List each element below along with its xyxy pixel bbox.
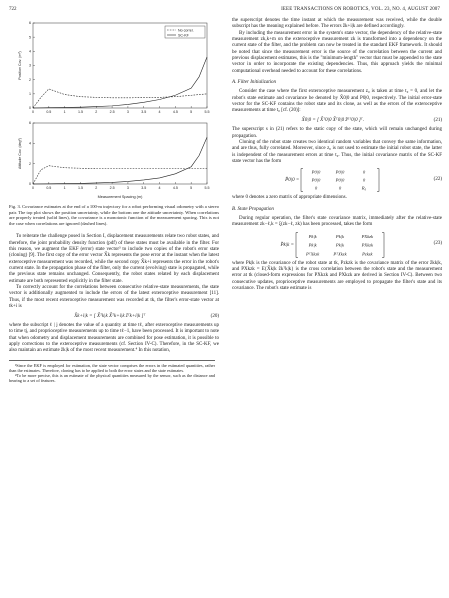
figure-caption: Fig. 3. Covariance estimates at the end of a 100-m trajectory for a robot performing visual odometry with a stereo pair. The top plot shows the position uncertainty, while the bottom one the attitude uncertainty. When correlations are properly treated (solid lines), the covariance is a monotonic function of the measurement spacing. This is not the case when correlations are ignored (dashed lines).: [9, 204, 219, 226]
footnotes: [9, 360, 215, 384]
y-tick-label: 0: [29, 106, 31, 111]
x-tick-label: 2.5: [109, 186, 115, 190]
x-tick-label: 1: [63, 110, 66, 114]
series-line: [33, 166, 207, 184]
footnote: ³Since the EKF is employed for estimation, the state vector comprises the errors in the estimated quantities, rather than the estimates. Therefore, cloning has to be applied to both the error states and the state estimates.: [9, 362, 215, 373]
equation-20: [9, 314, 219, 320]
footnote: ⁴To be more precise, this is an estimate of the physical quantities measured by the sensor, such as the distance and bearing to a set of features.: [9, 372, 215, 384]
legend-label: SC-KF: [178, 33, 189, 38]
x-tick-label: 0: [32, 110, 34, 114]
y-axis-label: Position Cov. (m²): [18, 51, 22, 80]
legend-label: No correl.: [178, 28, 194, 33]
body-paragraph: the superscript denotes the time instant at which the measurement was received, while the double subscript has the meaning explained before. The errors z̃k+i|k are defined accordingly.: [232, 18, 442, 30]
equation-number: (21): [433, 117, 442, 123]
matrix-cell: Pk|k: [336, 242, 345, 248]
body-paragraph: During regular operation, the filter's state covariance matrix, immediately after the relative-state measurement zk−ℓ,k = ξ(zk−ℓ, zk) has been processed, takes the form: [232, 215, 442, 228]
x-tick-label: 3.5: [141, 110, 147, 114]
x-axis-label: Measurement Spacing (m): [97, 195, 143, 199]
equation-23: [232, 232, 442, 258]
x-tick-label: 0: [32, 186, 34, 190]
x-tick-label: 3: [126, 186, 129, 190]
equation-22: [232, 168, 442, 192]
right-column: [232, 18, 442, 292]
matrix-cell: R₀: [362, 185, 367, 191]
matrix-cell: 0: [363, 177, 366, 183]
y-axis-label: Attitude Cov. (deg²): [18, 138, 22, 169]
matrix-bracket-right: [377, 169, 379, 192]
equation-lhs: P̆k|k =: [280, 242, 294, 248]
x-tick-label: 0.5: [46, 110, 52, 114]
matrix-cell: 0: [315, 185, 318, 191]
equation-number: (20): [210, 313, 219, 319]
position-cov-chart: [9, 18, 219, 118]
y-tick-label: 6: [29, 121, 31, 126]
body-paragraph: To reiterate the challenge posed in Section I, displacement measurements relate two robot states, and therefore, the joint probability density function (pdf) of these states must be available in the filter. For this reason, we augment the EKF (error) state vector³ to include two copies of the robot's error state (cloning) [9]. The first copy of the error vector X̃k represents the pose error at the instant when the latest exteroceptive measurement was recorded, while the second copy X̃k+i represents the error in the robot's current state. In the propagation phase of the filter, only the current (evolving) state is propagated, while the previous state remains unchanged. Consequently, the robot states related by each displacement estimate are both represented explicitly in the filter state.: [9, 234, 219, 284]
matrix-22: [300, 168, 380, 192]
matrix-cell: Pk|k: [308, 242, 317, 248]
page-header: [9, 7, 440, 16]
equation-number: (23): [433, 241, 442, 247]
x-tick-label: 2: [95, 110, 98, 114]
matrix-cell: P0|0: [312, 169, 321, 175]
body-paragraph: Cloning of the robot state creates two identical random variables that convey the same information, and are thus, fully correlated. Moreover, since z₀ is not used to estimate the initial robot state, the latter is independent of the measurement errors at time t₀. Thus, the initial covariance matrix of the SC-KF state vector has the form: [232, 139, 442, 164]
equation-21: [232, 118, 442, 124]
x-tick-label: 5: [190, 110, 193, 114]
body-paragraph: Consider the case where the first exteroceptive measurement z₀ is taken at time t₀ = 0, and let the robot's state estimate and covariance be denoted by X̂0|0 and P0|0, respectively. The initial error-state vector for the SC-KF contains the robot state and its clone, as well as the errors of the exteroceptive measurements at time t₀ [cf. (20)]:: [232, 89, 442, 114]
matrix-cell: PᵀXkzk: [333, 250, 347, 256]
series-line: [33, 137, 207, 184]
x-tick-label: 5.5: [204, 186, 210, 190]
plot-frame: [33, 123, 207, 184]
x-tick-label: 1.5: [77, 110, 83, 114]
x-tick-label: 4: [158, 110, 161, 114]
body-paragraph: where the subscript ℓ | j denotes the value of a quantity at time tℓ, after exteroceptive measurements up to time tj, and proprioceptive measurements up to time tℓ−1, have been processed. It is important to note that when odometry and displacement measurements are combined for pose estimation, it is possible to apply corrections to the exteroceptive measurements (cf. Section IV-C). Therefore, in the SC-KF, we also maintain an estimate ẑk|k of the most recent measurement.⁴ In this notation,: [9, 322, 219, 354]
y-tick-label: 2: [29, 161, 31, 166]
x-tick-label: 2.5: [109, 110, 115, 114]
section-heading-a: A. Filter Initialization: [232, 80, 277, 86]
matrix-cell: P0|0: [312, 177, 321, 183]
body-paragraph: The superscript s in (21) refers to the static copy of the state, which will remain unchanged during propagation.: [232, 127, 442, 139]
x-tick-label: 3.5: [141, 186, 147, 190]
y-tick-label: 2: [29, 77, 31, 82]
left-column: [9, 18, 219, 383]
x-tick-label: 5: [190, 186, 193, 190]
equation-number: (22): [433, 177, 442, 183]
equation-lhs: P̆0|0 =: [285, 178, 300, 184]
body-paragraph: where Pk|k is the covariance of the robot state at tk, Pzkzk is the covariance matrix of the error z̃kk|k, and PXkzk = E{X̃k|k z̃kᵀk|k} is the cross correlation between the robot's state and the measurement error at tk (closed-form expressions for PXkzk and PXkzk are derived in Section IV-C). Between two consecutive updates, proprioceptive measurements are employed to propagate the filter's state and its covariance. The robot's state estimate is: [232, 260, 442, 291]
body-paragraph: where 0 denotes a zero matrix of appropriate dimensions.: [232, 195, 347, 201]
page-number: 722: [9, 7, 17, 12]
y-tick-label: 6: [29, 21, 31, 26]
matrix-cell: Pk|k: [308, 233, 317, 239]
matrix-cell: P0|0: [336, 177, 345, 183]
y-tick-label: 0: [29, 182, 31, 187]
matrix-cell: 0: [339, 185, 342, 191]
x-tick-label: 2: [95, 186, 98, 190]
x-tick-label: 4: [158, 186, 161, 190]
matrix-cell: 0: [363, 169, 366, 175]
equation-body: X̆k+i|k = [ X̃ᵀk|k X̃ᵀk+i|k z̃ᵀk+i|k ]ᵀ: [74, 313, 146, 319]
attitude-cov-chart: [9, 118, 219, 200]
y-tick-label: 4: [29, 49, 31, 54]
y-tick-label: 3: [29, 63, 31, 68]
body-paragraph: By including the measurement error in the system's state vector, the dependency of the relative-state measurement zk,k+m on the exteroceptive measurement zk is transformed into a dependency on the current state of the filter, and the problem can now be treated in the standard EKF framework. It should be noted that since the measurement error is the source of the correlation between the current and previous displacement estimates, this is the "minimum-length" vector that must be appended to the state vector in order to incorporate the existing dependencies. Thus, this approach yields the minimal computational overhead needed to account for these correlations.: [232, 30, 442, 74]
x-tick-label: 1: [63, 186, 66, 190]
matrix-cell: PXkzk: [361, 242, 374, 248]
matrix-cell: Pk|k: [336, 233, 345, 239]
x-tick-label: 4.5: [172, 110, 178, 114]
x-tick-label: 1.5: [77, 186, 83, 190]
matrix-cell: P0|0: [336, 169, 345, 175]
x-tick-label: 0.5: [46, 186, 52, 190]
matrix-23: [295, 232, 385, 258]
equation-body: X̆0|0 = [ X̃ᵀ0|0 X̃ᵀ0|0 z̃⁰ᵀ0|0 ]ᵀ.: [301, 117, 364, 123]
matrix-bracket-left: [301, 169, 303, 192]
matrix-bracket-left: [296, 232, 298, 257]
body-paragraph: To correctly account for the correlations between consecutive relative-state measurements, the state vector is additionally augmented to include the errors of the latest exteroceptive measurement [11]. Thus, if the most recent exteroceptive measurement was recorded at tk, the filter's error-state vector at tk+i is: [9, 285, 219, 310]
matrix-cell: PXkzk: [361, 233, 374, 239]
x-tick-label: 3: [126, 110, 129, 114]
y-tick-label: 5: [29, 35, 31, 40]
matrix-bracket-right: [382, 232, 384, 257]
journal-title: IEEE TRANSACTIONS ON ROBOTICS, VOL. 23, NO. 4, AUGUST 2007: [281, 7, 440, 12]
section-heading-b: B. State Propagation: [232, 206, 274, 212]
series-line: [33, 57, 207, 108]
matrix-cell: PᵀXkzk: [306, 250, 320, 256]
y-tick-label: 1: [29, 92, 31, 97]
matrix-cell: Pzkzk: [362, 250, 373, 256]
x-tick-label: 5.5: [204, 110, 210, 114]
y-tick-label: 4: [29, 141, 31, 146]
x-tick-label: 4.5: [172, 186, 178, 190]
